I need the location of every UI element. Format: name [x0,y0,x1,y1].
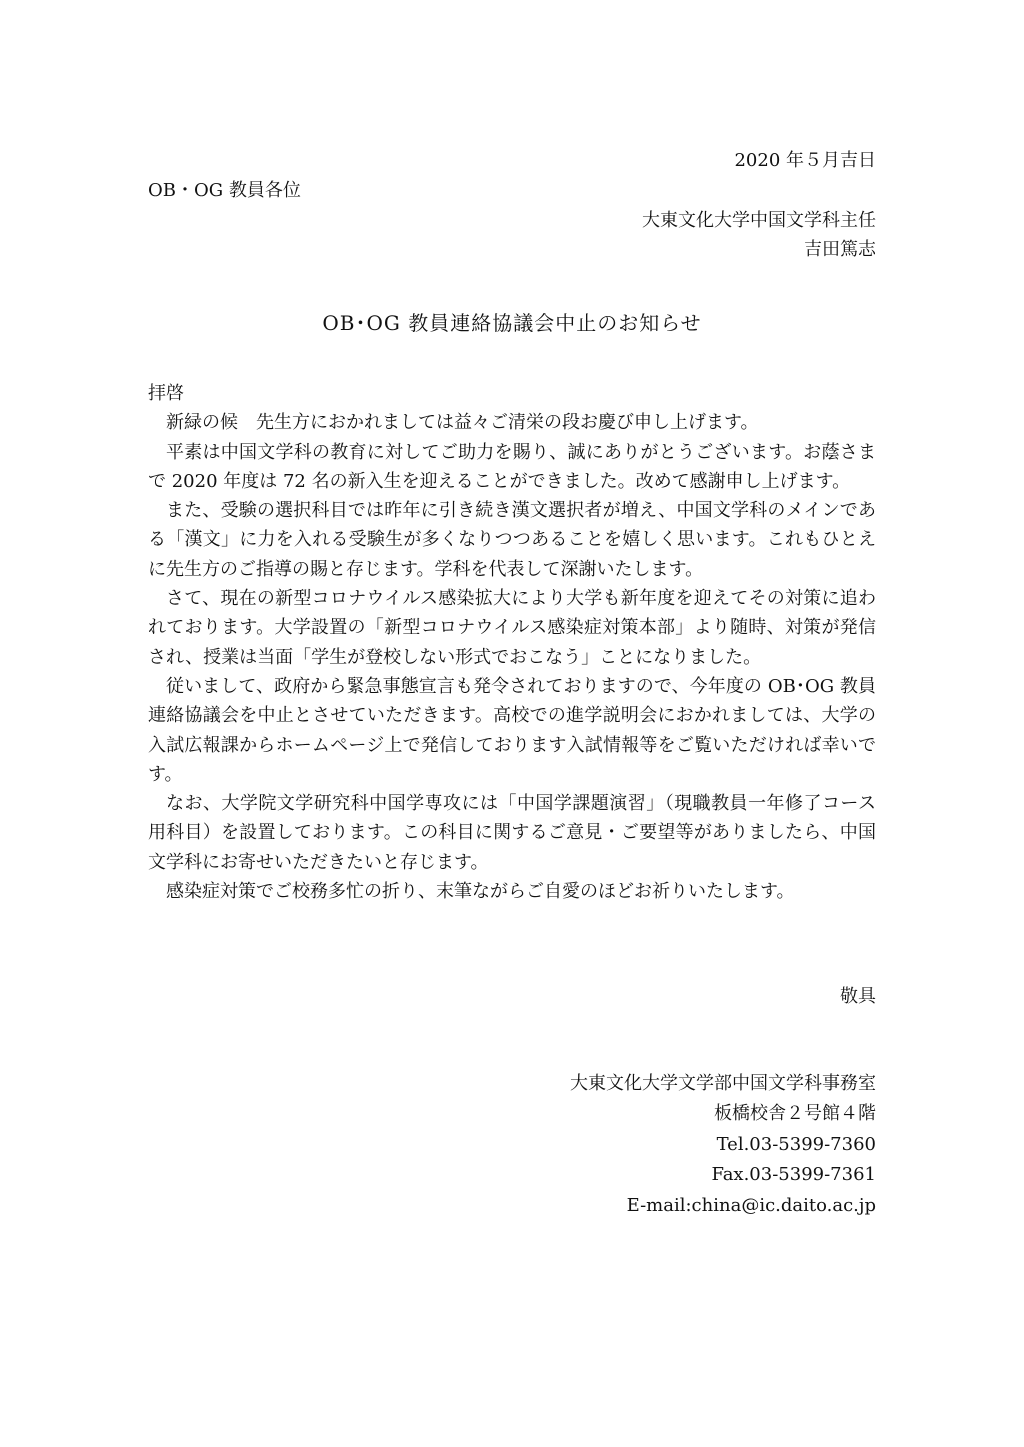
office-name: 大東文化大学文学部中国文学科事務室 [570,1073,876,1094]
letter-date: 2020 年５月吉日 [734,150,876,171]
office-location: 板橋校舎２号館４階 [714,1103,876,1125]
letter-body [148,379,876,906]
body-paragraph: 従いまして、政府から緊急事態宣言も発令されておりますので、今年度の OB･OG 教員連絡協議会を中止とさせていただきます。高校での進学説明会におかれましては、大学の入試広報課からホームページ上で発信しております入試情報等をご覧いただければ幸いです。 [148,675,876,785]
body-paragraph: 新緑の候 先生方におかれましては益々ご清栄の段お慶び申し上げます。 [166,412,759,434]
contact-block [570,1069,876,1221]
closing: 敬具 [840,986,876,1007]
sender-name: 吉田篤志 [804,239,876,260]
body-paragraph: また、受験の選択科目では昨年に引き続き漢文選択者が増え、中国文学科のメインである「漢文」に力を入れる受験生が多くなりつつあることを嬉しく思います。これもひとえに先生方のご指導の賜と存じます。学科を代表して深謝いたします。 [148,500,876,580]
letter-subject: OB･OG 教員連絡協議会中止のお知らせ [322,311,702,335]
office-fax: Fax.03-5399-7361 [711,1164,876,1186]
salutation: 拝啓 [148,383,184,404]
recipient: OB・OG 教員各位 [148,180,301,201]
body-paragraph: 平素は中国文学科の教育に対してご助力を賜り、誠にありがとうございます。お蔭さまで 2020 年度は 72 名の新入生を迎えることができました。改めて感謝申し上げます。 [148,441,876,492]
body-paragraph: さて、現在の新型コロナウイルス感染拡大により大学も新年度を迎えてその対策に追われております。大学設置の「新型コロナウイルス感染症対策本部」より随時、対策が発信され、授業は当面「学生が登校しない形式でおこなう」ことになりました。 [148,588,876,668]
office-tel: Tel.03-5399-7360 [716,1133,876,1155]
body-paragraph: なお、大学院文学研究科中国学専攻には「中国学課題演習」（現職教員一年修了コース用科目）を設置しております。この科目に関するご意見・ご要望等がありましたら、中国文学科にお寄せいただきたいと存じます。 [148,793,876,873]
office-email: E-mail:china@ic.daito.ac.jp [626,1194,876,1216]
body-paragraph: 感染症対策でご校務多忙の折り、末筆ながらご自愛のほどお祈りいたします。 [166,881,795,903]
sender-title: 大東文化大学中国文学科主任 [642,210,876,231]
